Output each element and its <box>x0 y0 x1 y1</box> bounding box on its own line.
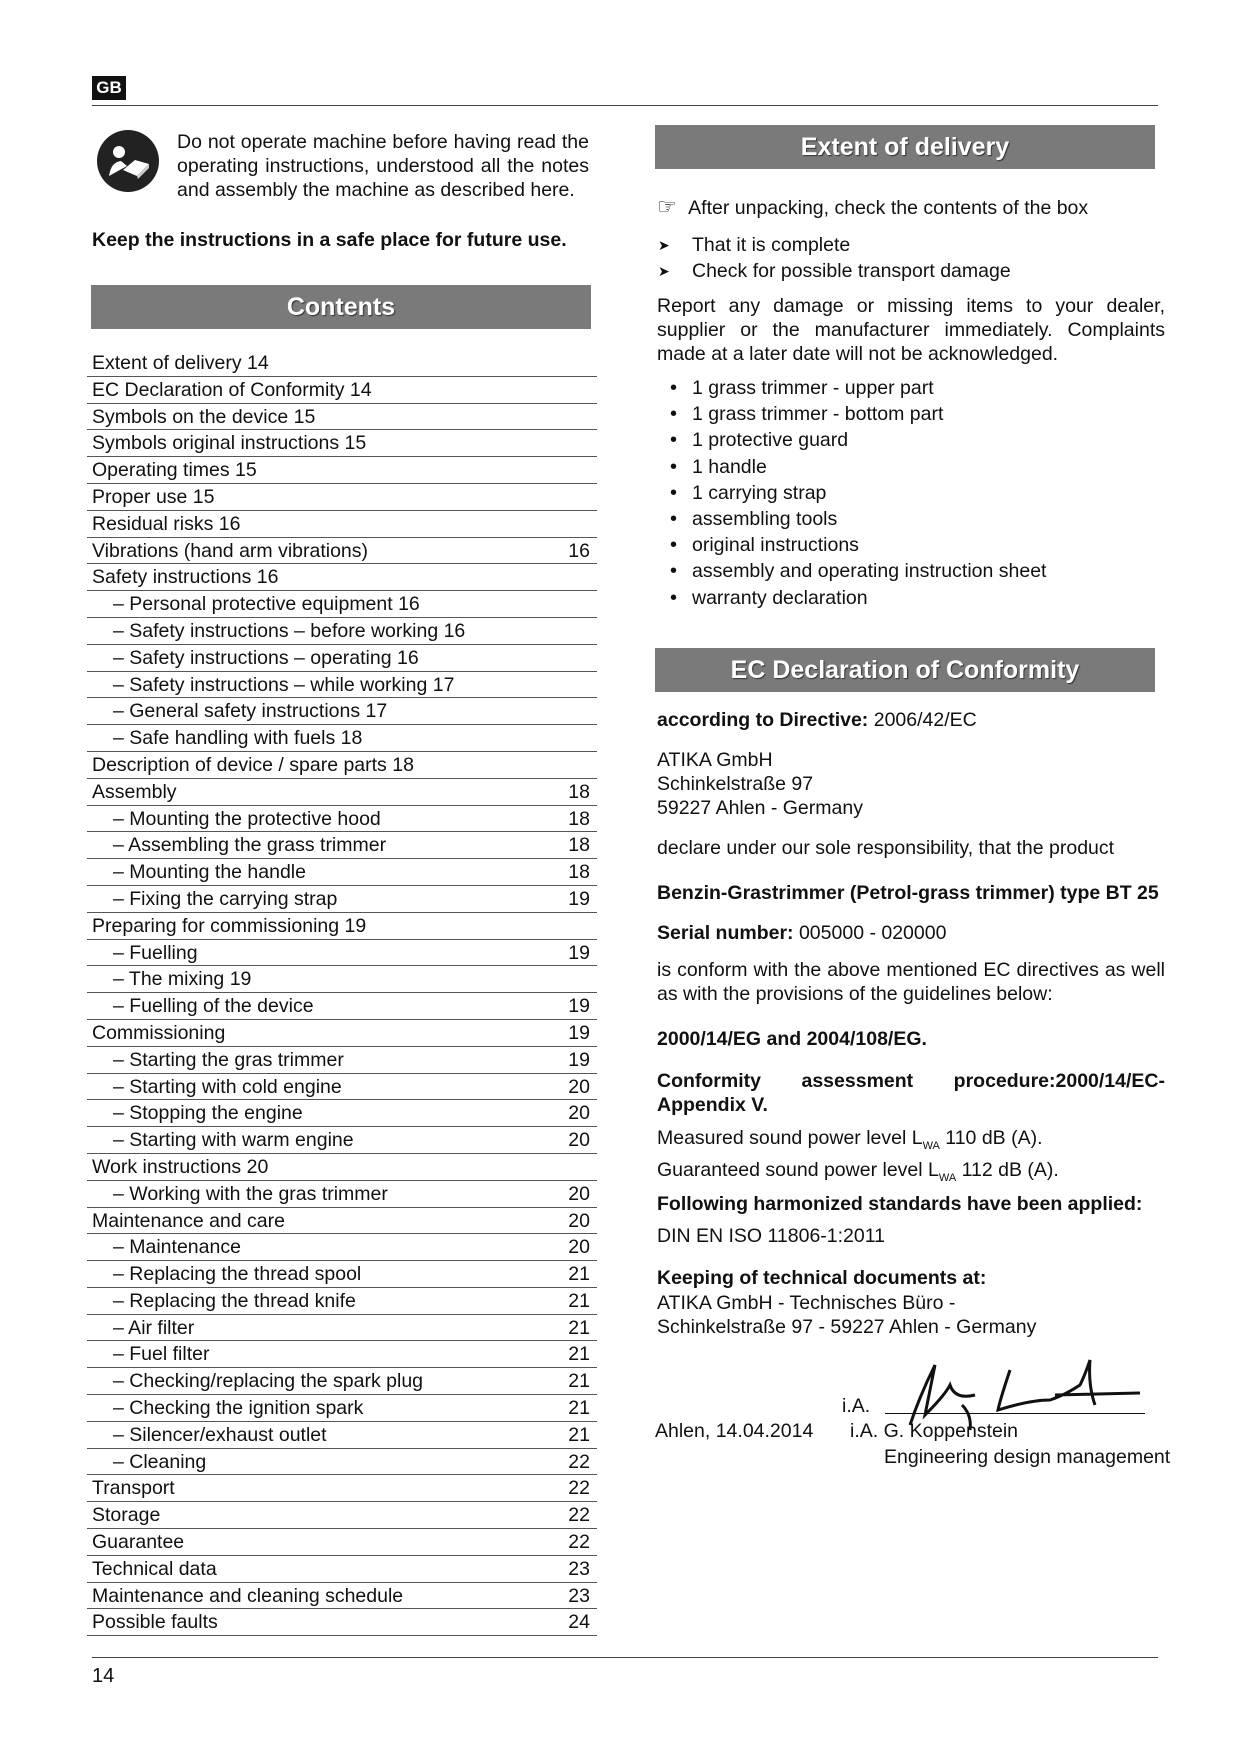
toc-title: – Mounting the handle <box>113 861 306 884</box>
toc-title: Vibrations (hand arm vibrations) <box>92 539 369 562</box>
toc-page: 22 <box>568 1450 590 1473</box>
toc-title: Transport <box>92 1477 175 1500</box>
ia-label: i.A. <box>842 1395 871 1417</box>
toc-title: Preparing for commissioning 19 <box>92 914 367 937</box>
toc-row <box>87 1395 597 1422</box>
ec-docs-address <box>657 1291 1165 1339</box>
toc-page: 18 <box>568 834 590 857</box>
toc-title: – Fuelling <box>113 941 198 964</box>
toc-row <box>87 430 597 457</box>
ec-product: Benzin-Grastrimmer (Petrol-grass trimmer) type BT 25 <box>657 882 1159 904</box>
footer-divider <box>92 1657 1158 1658</box>
toc-title: – Replacing the thread spool <box>113 1263 362 1286</box>
toc-row <box>87 752 597 779</box>
toc-page: 20 <box>568 1075 590 1098</box>
toc-row <box>87 591 597 618</box>
table-of-contents <box>87 350 597 1636</box>
toc-page: 21 <box>568 1343 590 1366</box>
delivery-note <box>657 195 1165 220</box>
signature-line <box>885 1413 1145 1414</box>
toc-row <box>87 886 597 913</box>
toc-row <box>87 538 597 565</box>
delivery-note-text: After unpacking, check the contents of the box <box>688 197 1089 219</box>
toc-title: Maintenance and care <box>92 1209 285 1232</box>
toc-title: – Fixing the carrying strap <box>113 887 338 910</box>
toc-title: Residual risks 16 <box>92 512 241 535</box>
docs-line-2: Schinkelstraße 97 - 59227 Ahlen - Germany <box>657 1316 1037 1338</box>
guaranteed-sound-level: Guaranteed sound power level $L_{WA}$ 112 dB (A). <box>657 1158 1059 1184</box>
docs-line-1: ATIKA GmbH - Technisches Büro - <box>657 1292 956 1314</box>
toc-title: – Fuelling of the device <box>113 995 314 1018</box>
toc-row <box>87 1609 597 1636</box>
toc-row <box>87 672 597 699</box>
company-city: 59227 Ahlen - Germany <box>657 797 863 819</box>
toc-title: – Mounting the protective hood <box>113 807 381 830</box>
toc-title: Symbols original instructions 15 <box>92 432 367 455</box>
toc-row <box>87 1475 597 1502</box>
toc-page: 18 <box>568 780 590 803</box>
toc-page: 18 <box>568 807 590 830</box>
toc-row <box>87 1074 597 1101</box>
ec-address <box>657 748 1165 820</box>
toc-title: – Assembling the grass trimmer <box>113 834 387 857</box>
toc-page: 23 <box>568 1557 590 1580</box>
read-manual-icon <box>97 130 159 192</box>
toc-row <box>87 1181 597 1208</box>
toc-title: – Starting with warm engine <box>113 1129 354 1152</box>
toc-title: – Checking/replacing the spark plug <box>113 1370 424 1393</box>
toc-row <box>87 806 597 833</box>
toc-row <box>87 1502 597 1529</box>
toc-page: 19 <box>568 1021 590 1044</box>
delivery-items <box>657 375 1165 611</box>
toc-page: 20 <box>568 1209 590 1232</box>
toc-page: 19 <box>568 887 590 910</box>
toc-page: 20 <box>568 1182 590 1205</box>
toc-title: – Safety instructions – before working 16 <box>113 619 466 642</box>
language-badge: GB <box>92 76 126 100</box>
signer-role: Engineering design management <box>884 1446 1171 1468</box>
toc-row <box>87 1154 597 1181</box>
ec-directive <box>657 708 1165 732</box>
toc-title: – Working with the gras trimmer <box>113 1182 388 1205</box>
delivery-item: • 1 grass trimmer - upper part <box>657 375 1165 401</box>
toc-row <box>87 940 597 967</box>
delivery-item: • assembly and operating instruction sheet <box>657 558 1165 584</box>
toc-title: – Safety instructions – while working 17 <box>113 673 455 696</box>
toc-title: – General safety instructions 17 <box>113 700 388 723</box>
toc-row <box>87 1288 597 1315</box>
toc-title: – Checking the ignition spark <box>113 1397 364 1420</box>
delivery-report: Report any damage or missing items to your dealer, supplier or the manufacturer immediately. Complaints made at a later date will not be acknowledged. <box>657 295 1165 365</box>
toc-row <box>87 993 597 1020</box>
toc-row <box>87 1583 597 1610</box>
toc-row <box>87 1341 597 1368</box>
contents-heading: Contents <box>91 285 591 329</box>
ec-declare: declare under our sole responsibility, that the product <box>657 837 1115 859</box>
toc-title: – Fuel filter <box>113 1343 210 1366</box>
check-item: ➤ That it is complete <box>657 232 1165 258</box>
toc-page: 16 <box>568 539 590 562</box>
toc-title: – The mixing 19 <box>113 968 252 991</box>
delivery-item: • 1 handle <box>657 454 1165 480</box>
measured-sound-level: Measured sound power level $L_{WA}$ 110 dB (A). <box>657 1127 1043 1152</box>
toc-row <box>87 1261 597 1288</box>
toc-title: – Starting the gras trimmer <box>113 1048 344 1071</box>
toc-row <box>87 1556 597 1583</box>
toc-row <box>87 1020 597 1047</box>
delivery-item: • 1 grass trimmer - bottom part <box>657 401 1165 427</box>
toc-row <box>87 1100 597 1127</box>
toc-row <box>87 511 597 538</box>
delivery-item: • warranty declaration <box>657 585 1165 611</box>
toc-page: 21 <box>568 1423 590 1446</box>
toc-title: Safety instructions 16 <box>92 566 279 589</box>
place-date: Ahlen, 14.04.2014 <box>655 1420 814 1442</box>
toc-row <box>87 1422 597 1449</box>
toc-row <box>87 457 597 484</box>
toc-row <box>87 698 597 725</box>
delivery-item: • 1 carrying strap <box>657 480 1165 506</box>
toc-title: Proper use 15 <box>92 485 215 508</box>
toc-page: 21 <box>568 1397 590 1420</box>
page-number: 14 <box>92 1665 115 1687</box>
toc-page: 20 <box>568 1129 590 1152</box>
ec-standards-label: Following harmonized standards have been applied: <box>657 1193 1143 1215</box>
toc-page: 22 <box>568 1504 590 1527</box>
toc-title: – Air filter <box>113 1316 195 1339</box>
delivery-item: • 1 protective guard <box>657 427 1165 453</box>
toc-row <box>87 1127 597 1154</box>
pointing-hand-icon: ☞ <box>657 194 677 219</box>
ec-docs-label: Keeping of technical documents at: <box>657 1267 987 1289</box>
toc-title: Assembly <box>92 780 177 803</box>
toc-title: Possible faults <box>92 1611 218 1634</box>
toc-row <box>87 618 597 645</box>
toc-row <box>87 1234 597 1261</box>
toc-page: 19 <box>568 1048 590 1071</box>
toc-row <box>87 484 597 511</box>
serial-value: 005000 - 020000 <box>793 922 947 944</box>
toc-title: – Silencer/exhaust outlet <box>113 1423 327 1446</box>
toc-row <box>87 725 597 752</box>
ec-guidelines: 2000/14/EG and 2004/108/EG. <box>657 1028 927 1050</box>
toc-row <box>87 1047 597 1074</box>
toc-row <box>87 645 597 672</box>
toc-title: Storage <box>92 1504 161 1527</box>
toc-row <box>87 564 597 591</box>
directive-value: 2006/42/EC <box>868 709 977 731</box>
toc-row <box>87 404 597 431</box>
toc-title: Maintenance and cleaning schedule <box>92 1584 404 1607</box>
toc-row <box>87 1449 597 1476</box>
toc-row <box>87 1208 597 1235</box>
toc-row <box>87 350 597 377</box>
toc-page: 21 <box>568 1263 590 1286</box>
toc-page: 19 <box>568 941 590 964</box>
toc-title: – Starting with cold engine <box>113 1075 342 1098</box>
toc-page: 23 <box>568 1584 590 1607</box>
delivery-item: • original instructions <box>657 532 1165 558</box>
directive-label: according to Directive: <box>657 709 869 731</box>
toc-page: 19 <box>568 995 590 1018</box>
serial-label: Serial number: <box>657 922 794 944</box>
toc-title: Symbols on the device 15 <box>92 405 316 428</box>
toc-title: – Personal protective equipment 16 <box>113 593 420 616</box>
toc-title: Guarantee <box>92 1531 185 1554</box>
toc-page: 22 <box>568 1531 590 1554</box>
company-street: Schinkelstraße 97 <box>657 773 814 795</box>
delivery-checks <box>657 232 1165 284</box>
toc-page: 22 <box>568 1477 590 1500</box>
toc-title: – Maintenance <box>113 1236 241 1259</box>
company-name: ATIKA GmbH <box>657 749 773 771</box>
keep-instructions-note: Keep the instructions in a safe place for future use. <box>92 229 567 251</box>
toc-title: – Safe handling with fuels 18 <box>113 727 363 750</box>
toc-row <box>87 1529 597 1556</box>
toc-title: Commissioning <box>92 1021 226 1044</box>
toc-page: 24 <box>568 1611 590 1634</box>
extent-of-delivery-heading: Extent of delivery <box>655 125 1155 169</box>
ec-declaration-heading: EC Declaration of Conformity <box>655 648 1155 692</box>
toc-title: – Cleaning <box>113 1450 207 1473</box>
toc-title: EC Declaration of Conformity 14 <box>92 378 372 401</box>
toc-page: 18 <box>568 861 590 884</box>
toc-row <box>87 779 597 806</box>
ec-conform: is conform with the above mentioned EC directives as well as with the provisions of the guidelines below: <box>657 959 1165 1005</box>
toc-row <box>87 1368 597 1395</box>
toc-row <box>87 1315 597 1342</box>
ec-serial <box>657 921 1165 945</box>
toc-page: 21 <box>568 1370 590 1393</box>
toc-page: 20 <box>568 1102 590 1125</box>
toc-title: Work instructions 20 <box>92 1155 269 1178</box>
toc-title: – Stopping the engine <box>113 1102 303 1125</box>
toc-page: 21 <box>568 1289 590 1312</box>
ec-standard: DIN EN ISO 11806-1:2011 <box>657 1225 885 1247</box>
header-divider <box>92 105 1158 106</box>
toc-title: – Safety instructions – operating 16 <box>113 646 419 669</box>
check-item: ➤ Check for possible transport damage <box>657 258 1165 284</box>
delivery-item: • assembling tools <box>657 506 1165 532</box>
toc-page: 20 <box>568 1236 590 1259</box>
signer-name: i.A. G. Koppenstein <box>850 1420 1019 1442</box>
toc-row <box>87 966 597 993</box>
ec-procedure: Conformity assessment procedure:2000/14/EC-Appendix V. <box>657 1070 1165 1116</box>
toc-page: 21 <box>568 1316 590 1339</box>
intro-text: Do not operate machine before having read the operating instructions, understood all the notes and assembly the machine as described here. <box>177 131 589 201</box>
toc-title: – Replacing the thread knife <box>113 1289 356 1312</box>
toc-title: Operating times 15 <box>92 459 257 482</box>
toc-row <box>87 832 597 859</box>
toc-row <box>87 377 597 404</box>
toc-title: Extent of delivery 14 <box>92 352 269 374</box>
toc-row <box>87 913 597 940</box>
toc-title: Technical data <box>92 1557 217 1580</box>
toc-row <box>87 859 597 886</box>
ec-sound-levels <box>657 1126 1165 1190</box>
toc-title: Description of device / spare parts 18 <box>92 753 414 776</box>
